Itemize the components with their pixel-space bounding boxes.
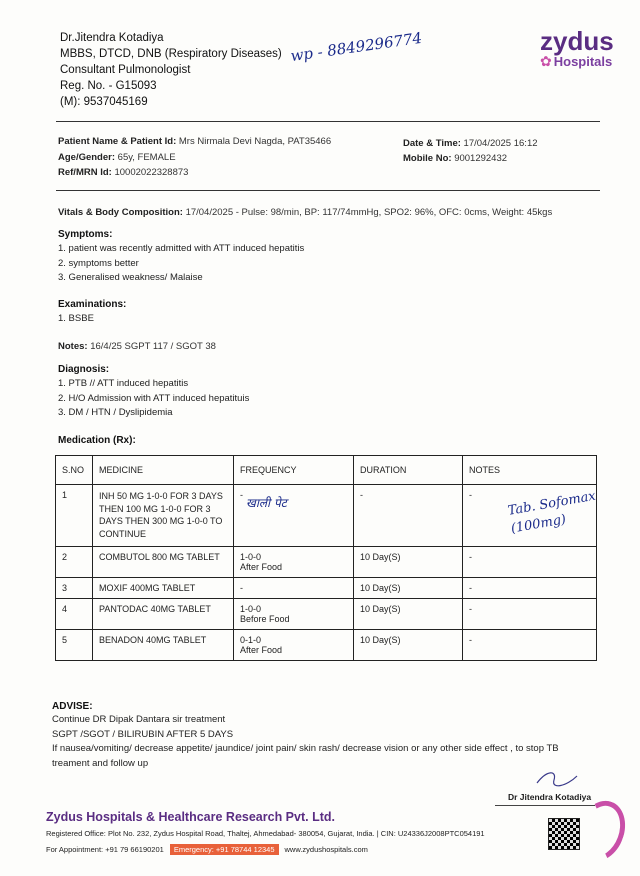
freq-food: After Food [240, 562, 283, 572]
patient-age-value: 65y, FEMALE [117, 152, 176, 163]
vitals-label: Vitals & Body Composition: [58, 207, 183, 218]
patient-mrn-row [58, 167, 188, 178]
handwritten-frequency: खाली पेट [246, 496, 287, 510]
diagnosis-item: 3. DM / HTN / Dyslipidemia [58, 407, 173, 418]
cell-duration: - [354, 485, 463, 547]
cell-frequency [234, 578, 354, 599]
examination-item: 1. BSBE [58, 313, 94, 324]
cell-sno: 5 [56, 630, 93, 661]
header-notes: NOTES [463, 456, 597, 485]
notes-label: Notes: [58, 341, 88, 352]
symptom-item: 3. Generalised weakness/ Malaise [58, 272, 203, 283]
doctor-degrees: MBBS, DTCD, DNB (Respiratory Diseases) [60, 48, 282, 60]
medication-title: Medication (Rx): [58, 435, 136, 446]
date-label: Date & Time: [403, 138, 461, 149]
cell-sno: 1 [56, 485, 93, 547]
cell-medicine: INH 50 MG 1-0-0 FOR 3 DAYS THEN 100 MG 1-0-0 FOR 3 DAYS THEN 300 MG 1-0-0 TO CONTINUE [93, 485, 234, 547]
doctor-info [60, 30, 282, 110]
date-row [403, 138, 538, 149]
patient-age-row [58, 152, 176, 163]
handwritten-notes: Tab. Sofomax (100mg) [506, 488, 597, 537]
patient-name-row [58, 136, 331, 147]
table-row [56, 630, 597, 661]
doctor-reg: Reg. No. - G15093 [60, 80, 157, 92]
cell-medicine: COMBUTOL 800 MG TABLET [93, 547, 234, 578]
doctor-title: Consultant Pulmonologist [60, 64, 191, 76]
patient-age-label: Age/Gender: [58, 152, 116, 163]
mobile-label: Mobile No: [403, 153, 452, 164]
date-value: 17/04/2025 16:12 [463, 138, 538, 149]
emergency-badge: Emergency: +91 78744 12345 [170, 844, 279, 855]
examinations-section [58, 299, 126, 327]
diagnosis-section [58, 364, 249, 421]
table-row [56, 547, 597, 578]
signature-divider [495, 805, 595, 806]
doctor-name: Dr.Jitendra Kotadiya [60, 32, 164, 44]
appointment-text: For Appointment: +91 79 66190201 [46, 845, 164, 854]
freq-food: After Food [240, 645, 283, 655]
advise-line: SGPT /SGOT / BILIRUBIN AFTER 5 DAYS [52, 728, 234, 740]
vitals-value: 17/04/2025 - Pulse: 98/min, BP: 117/74mmHg, SPO2: 96%, OFC: 0cms, Weight: 45kgs [185, 207, 553, 218]
freq-line: 1-0-0 [240, 604, 262, 614]
cell-medicine: PANTODAC 40MG TABLET [93, 599, 234, 630]
header-sno: S.NO [56, 456, 93, 485]
cell-notes: - [463, 547, 597, 578]
advise-title: ADVISE: [52, 701, 93, 712]
patient-divider [56, 190, 600, 191]
freq-food: Before Food [240, 614, 290, 624]
patient-mrn-label: Ref/MRN Id: [58, 167, 112, 178]
logo-sub: Hospitals [553, 54, 613, 69]
cell-frequency [234, 485, 354, 547]
diagnosis-title: Diagnosis: [58, 364, 110, 375]
patient-name-label: Patient Name & Patient Id: [58, 136, 177, 147]
cell-duration: 10 Day(S) [354, 578, 463, 599]
header-medicine: MEDICINE [93, 456, 234, 485]
footer-contact-row [46, 844, 368, 855]
symptoms-title: Symptoms: [58, 229, 113, 240]
header-duration: DURATION [354, 456, 463, 485]
footer-registered: Registered Office: Plot No. 232, Zydus Hospital Road, Thaltej, Ahmedabad- 380054, Gujarat, India. | CIN: U24336J2008PTC054191 [46, 829, 485, 838]
notes-value: 16/4/25 SGPT 117 / SGOT 38 [90, 341, 216, 352]
cell-notes: - [463, 599, 597, 630]
medication-table [55, 455, 597, 661]
mobile-row [403, 153, 507, 164]
cell-frequency [234, 599, 354, 630]
cell-notes [463, 485, 597, 547]
header-frequency: FREQUENCY [234, 456, 354, 485]
patient-mrn-value: 10002022328873 [114, 167, 189, 178]
notes-line: - [469, 490, 472, 500]
diagnosis-item: 2. H/O Admission with ATT induced hepatituis [58, 392, 250, 404]
website-link[interactable]: www.zydushospitals.com [284, 845, 368, 854]
cell-medicine: MOXIF 400MG TABLET [93, 578, 234, 599]
freq-line: 0-1-0 [240, 635, 262, 645]
signature-icon [532, 768, 582, 788]
handwritten-phone: wp - 8849296774 [289, 28, 424, 66]
cell-notes: - [463, 630, 597, 661]
signature-name: Dr Jitendra Kotadiya [508, 792, 592, 802]
cell-duration: 10 Day(S) [354, 599, 463, 630]
examinations-title: Examinations: [58, 299, 127, 310]
cell-medicine: BENADON 40MG TABLET [93, 630, 234, 661]
table-row [56, 599, 597, 630]
advise-line: Continue DR Dipak Dantara sir treatment [52, 714, 226, 725]
qr-code-icon [548, 818, 580, 850]
cell-sno: 4 [56, 599, 93, 630]
cell-sno: 3 [56, 578, 93, 599]
mobile-value: 9001292432 [454, 153, 508, 164]
notes-row [58, 341, 216, 352]
footer-company: Zydus Hospitals & Healthcare Research Pvt. Ltd. [46, 810, 335, 824]
cell-frequency [234, 630, 354, 661]
logo-brand: zydus [540, 26, 614, 56]
doctor-mobile: (M): 9537045169 [60, 96, 148, 108]
vitals-row [58, 207, 552, 218]
freq-line: 1-0-0 [240, 552, 262, 562]
signature-mark [532, 768, 582, 793]
symptom-item: 2. symptoms better [58, 257, 139, 269]
hospital-logo [540, 26, 614, 70]
freq-line: - [240, 583, 243, 593]
symptoms-section [58, 229, 304, 286]
advise-section [52, 701, 597, 771]
freq-line: - [240, 490, 243, 500]
table-header-row [56, 456, 597, 485]
cell-duration: 10 Day(S) [354, 547, 463, 578]
diagnosis-item: 1. PTB // ATT induced hepatitis [58, 378, 189, 389]
header-divider [56, 121, 600, 122]
table-row [56, 485, 597, 547]
cell-notes: - [463, 578, 597, 599]
symptom-item: 1. patient was recently admitted with ATT induced hepatitis [58, 243, 305, 254]
patient-name-value: Mrs Nirmala Devi Nagda, PAT35466 [178, 136, 332, 147]
logo-flower-icon: ✿ [540, 53, 552, 69]
cell-sno: 2 [56, 547, 93, 578]
cell-duration: 10 Day(S) [354, 630, 463, 661]
cell-frequency [234, 547, 354, 578]
table-row [56, 578, 597, 599]
advise-line: If nausea/vomiting/ decrease appetite/ jaundice/ joint pain/ skin rash/ decrease vision or any other side effect , to stop TB treament and follow up [52, 743, 559, 769]
